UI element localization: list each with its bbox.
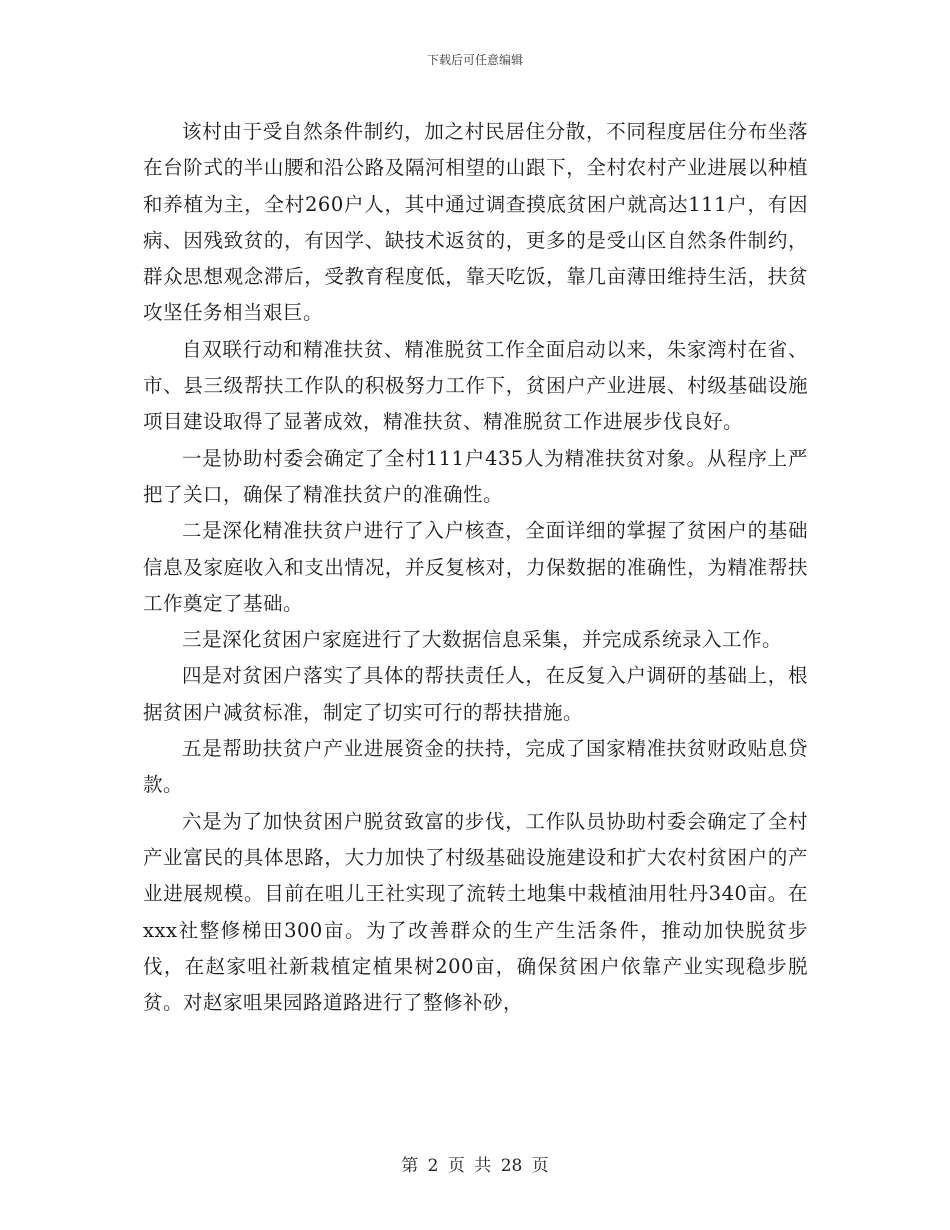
paragraph: 四是对贫困户落实了具体的帮扶责任人，在反复入户调研的基础上，根据贫困户减贫标准，制定了切实可行的帮扶措施。 [143,664,808,724]
document-body [143,114,808,1021]
page-header-note: 下载后可任意编辑 [426,53,523,67]
paragraph: 三是深化贫困户家庭进行了大数据信息采集，并完成系统录入工作。 [182,628,783,652]
paragraph: 一是协助村委会确定了全村111户435人为精准扶贫对象。从程序上严把了关口，确保了精准扶贫户的准确性。 [143,446,808,506]
paragraph: 六是为了加快贫困户脱贫致富的步伐，工作队员协助村委会确定了全村产业富民的具体思路，大力加快了村级基础设施建设和扩大农村贫困户的产业进展规模。目前在咀儿王社实现了流转土地集中栽植油用牡丹340亩。在xxx社整修梯田300亩。为了改善群众的生产生活条件，推动加快脱贫步伐，在赵家咀社新栽植定植果树200亩，确保贫困户依靠产业实现稳步脱贫。对赵家咀果园路道路进行了整修补砂， [143,809,808,1015]
page-number-footer: 第 2 页 共 28 页 [401,1156,549,1176]
paragraph: 二是深化精准扶贫户进行了入户核查，全面详细的掌握了贫困户的基础信息及家庭收入和支出情况，并反复核对，力保数据的准确性，为精准帮扶工作奠定了基础。 [143,519,808,615]
paragraph: 五是帮助扶贫户产业进展资金的扶持，完成了国家精准扶贫财政贴息贷款。 [143,737,808,797]
paragraph: 自双联行动和精准扶贫、精准脱贫工作全面启动以来，朱家湾村在省、市、县三级帮扶工作队的积极努力工作下，贫困户产业进展、村级基础设施项目建设取得了显著成效，精准扶贫、精准脱贫工作进展步伐良好。 [143,337,808,434]
paragraph: 该村由于受自然条件制约，加之村民居住分散，不同程度居住分布坐落在台阶式的半山腰和沿公路及隔河相望的山跟下，全村农村产业进展以种植和养植为主，全村260户人，其中通过调查摸底贫困户就高达111户，有因病、因残致贫的，有因学、缺技术返贫的，更多的是受山区自然条件制约，群众思想观念滞后，受教育程度低，靠天吃饭，靠几亩薄田维持生活，扶贫攻坚任务相当艰巨。 [143,120,808,325]
